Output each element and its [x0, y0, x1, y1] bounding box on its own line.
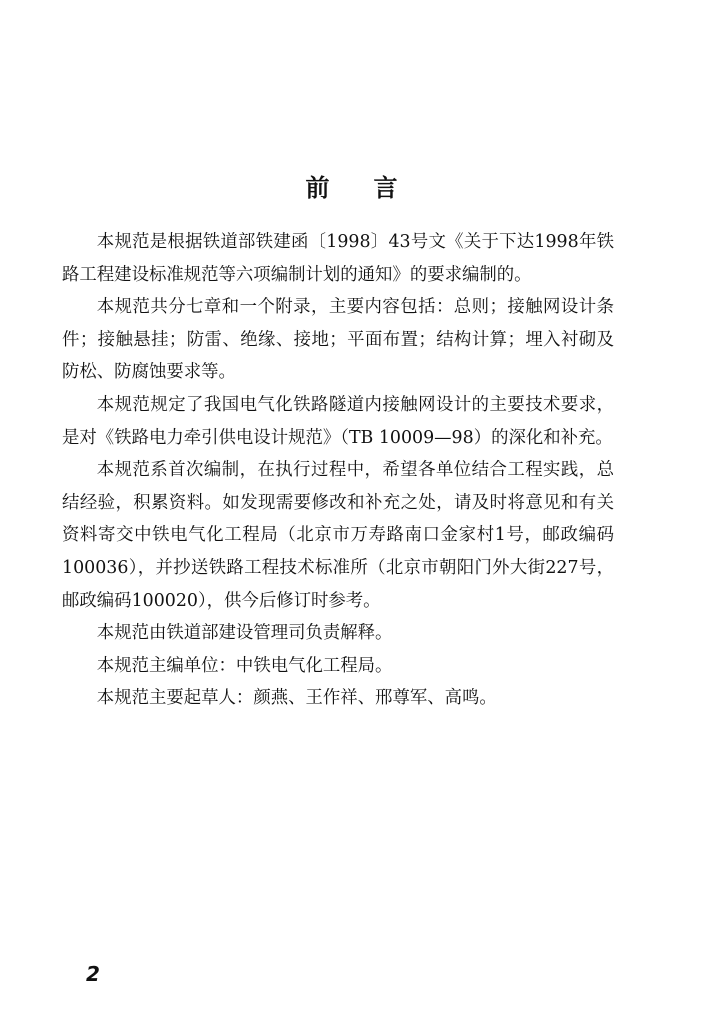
- paragraph-chief-editor: 本规范主编单位：中铁电气化工程局。: [96, 655, 393, 676]
- preface-body: [62, 226, 614, 715]
- page-number: 2: [86, 962, 100, 986]
- page-title: 前言: [305, 173, 442, 202]
- paragraph-scope: 本规范规定了我国电气化铁路隧道内接触网设计的主要技术要求，是对《铁路电力牵引供电设计规范》（TB 10009—98）的深化和补充。: [62, 394, 614, 448]
- paragraph-contents: 本规范共分七章和一个附录，主要内容包括：总则；接触网设计条件；接触悬挂；防雷、绝缘、接地；平面布置；结构计算；埋入衬砌及防松、防腐蚀要求等。: [62, 297, 614, 383]
- paragraph-interpretation: 本规范由铁道部建设管理司负责解释。: [96, 623, 393, 644]
- paragraph-feedback: 本规范系首次编制，在执行过程中，希望各单位结合工程实践，总结经验，积累资料。如发现需要修改和补充之处，请及时将意见和有关资料寄交中铁电气化工程局（北京市万寿路南口金家村1号，邮政编码100036），并抄送铁路工程技术标准所（北京市朝阳门外大街227号，邮政编码100020），供今后修订时参考。: [62, 460, 614, 611]
- paragraph-drafters: 本规范主要起草人：颜燕、王作祥、邢尊军、高鸣。: [96, 688, 497, 709]
- paragraph-basis: 本规范是根据铁道部铁建函〔1998〕43号文《关于下达1998年铁路工程建设标准规范等六项编制计划的通知》的要求编制的。: [62, 232, 614, 285]
